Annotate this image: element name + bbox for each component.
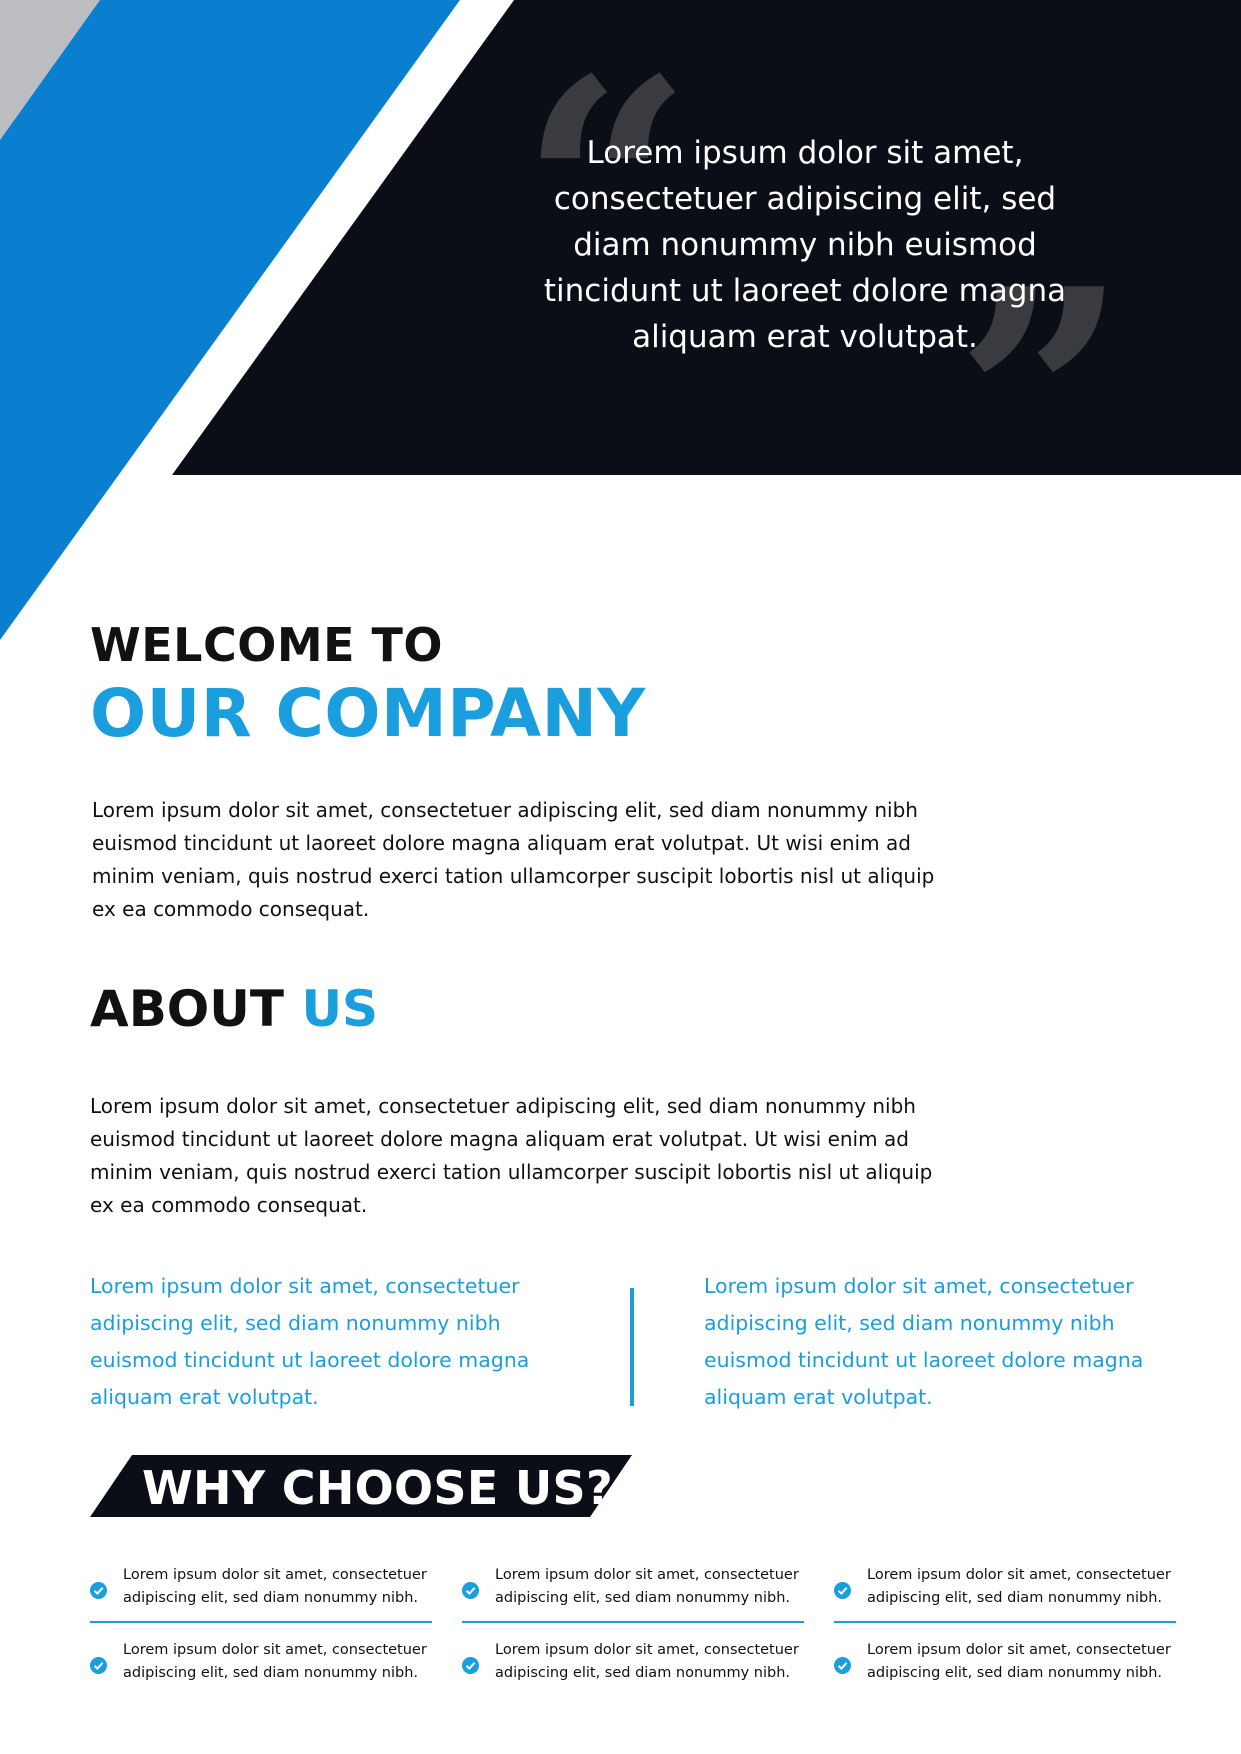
feature-item — [90, 1639, 440, 1699]
open-quote-icon: “ — [520, 13, 693, 366]
feature-text: Lorem ipsum dolor sit amet, consectetuer adipiscing elit, sed diam nonummy nibh. — [123, 1642, 427, 1681]
feature-divider — [90, 1621, 432, 1623]
check-circle-icon — [90, 1582, 107, 1599]
about-paragraph: Lorem ipsum dolor sit amet, consectetuer adipiscing elit, sed diam nonummy nibh euismod tincidunt ut laoreet dolore magna aliquam erat volutpat. Ut wisi enim ad minim veniam, quis nostrud exerci tation ullamcorper suscipit lobortis nisl ut aliquip ex ea commodo consequat. — [90, 1094, 933, 1217]
check-circle-icon — [834, 1657, 851, 1674]
feature-item — [462, 1564, 812, 1624]
about-column-right: Lorem ipsum dolor sit amet, consectetuer adipiscing elit, sed diam nonummy nibh euismod tincidunt ut laoreet dolore magna aliquam erat volutpat. — [704, 1274, 1144, 1409]
hero-quote: Lorem ipsum dolor sit amet, consectetuer adipiscing elit, sed diam nonummy nibh euismod tincidunt ut laoreet dolore magna aliquam erat volutpat. — [543, 135, 1067, 355]
about-column-left: Lorem ipsum dolor sit amet, consectetuer adipiscing elit, sed diam nonummy nibh euismod tincidunt ut laoreet dolore magna aliquam erat volutpat. — [90, 1274, 530, 1409]
close-quote-icon: ” — [955, 223, 1128, 576]
welcome-heading: WELCOME TO — [90, 618, 444, 672]
feature-text: Lorem ipsum dolor sit amet, consectetuer adipiscing elit, sed diam nonummy nibh. — [123, 1567, 427, 1606]
why-heading: WHY CHOOSE US? — [142, 1461, 613, 1515]
check-circle-icon — [834, 1582, 851, 1599]
about-heading-blue: US — [301, 980, 379, 1038]
feature-item — [462, 1639, 812, 1699]
feature-text: Lorem ipsum dolor sit amet, consectetuer adipiscing elit, sed diam nonummy nibh. — [867, 1567, 1171, 1606]
feature-text: Lorem ipsum dolor sit amet, consectetuer adipiscing elit, sed diam nonummy nibh. — [867, 1642, 1171, 1681]
about-heading — [90, 980, 378, 1038]
column-divider — [630, 1288, 634, 1406]
company-heading: OUR COMPANY — [90, 675, 646, 752]
feature-item — [834, 1639, 1184, 1699]
feature-item — [90, 1564, 440, 1624]
check-circle-icon — [462, 1657, 479, 1674]
feature-divider — [834, 1621, 1176, 1623]
feature-item — [834, 1564, 1184, 1624]
check-circle-icon — [90, 1657, 107, 1674]
feature-divider — [462, 1621, 804, 1623]
feature-text: Lorem ipsum dolor sit amet, consectetuer adipiscing elit, sed diam nonummy nibh. — [495, 1642, 799, 1681]
intro-paragraph: Lorem ipsum dolor sit amet, consectetuer adipiscing elit, sed diam nonummy nibh euismod tincidunt ut laoreet dolore magna aliquam erat volutpat. Ut wisi enim ad minim veniam, quis nostrud exerci tation ullamcorper suscipit lobortis nisl ut aliquip ex ea commodo consequat. — [92, 798, 935, 921]
check-circle-icon — [462, 1582, 479, 1599]
feature-text: Lorem ipsum dolor sit amet, consectetuer adipiscing elit, sed diam nonummy nibh. — [495, 1567, 799, 1606]
about-heading-dark: ABOUT — [90, 980, 302, 1038]
